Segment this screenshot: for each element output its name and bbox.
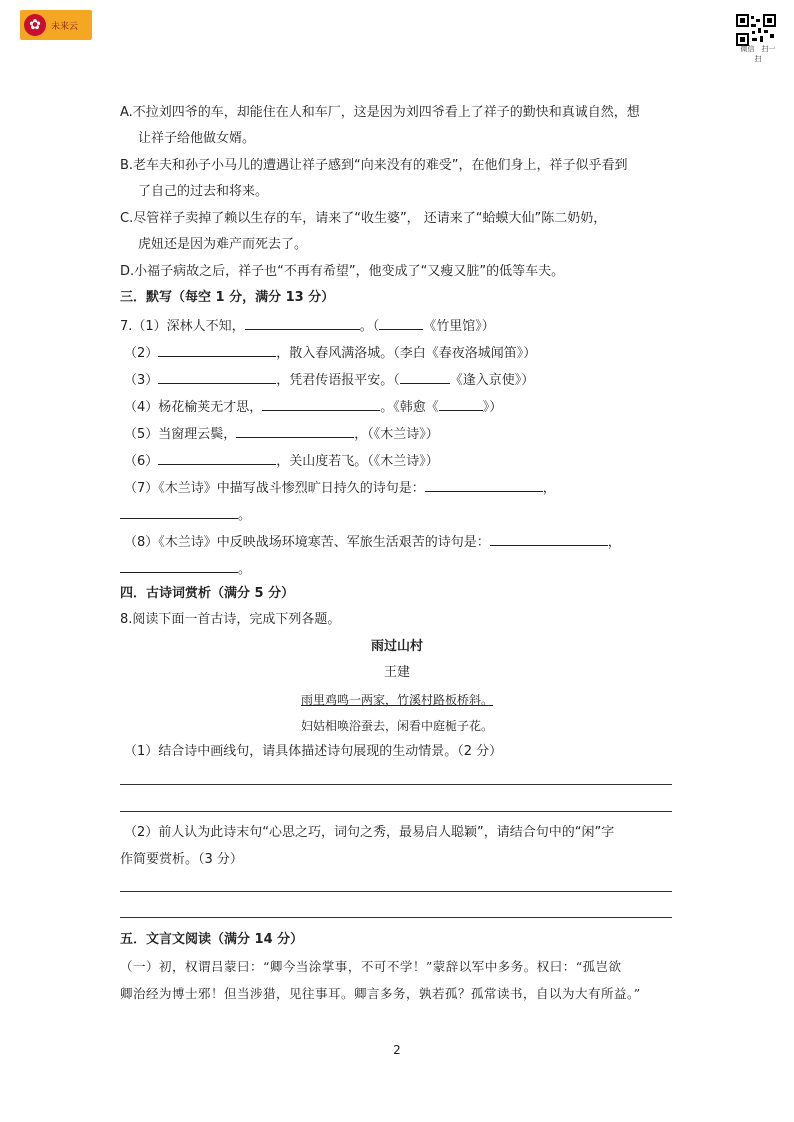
q7-2	[124, 343, 536, 363]
q7-2-text-a: （2）	[124, 346, 159, 361]
poem-line-1-text: 雨里鸡鸣一两家，竹溪村路板桥斜。	[300, 693, 493, 707]
q7-6-text-a: （6）	[124, 454, 159, 469]
q7-3-blank-2[interactable]	[400, 370, 450, 384]
poem-title: 雨过山村	[370, 639, 423, 654]
q7-7-blank-1[interactable]	[425, 478, 543, 492]
q7-4-blank-1[interactable]	[262, 397, 380, 411]
poem-author: 王建	[383, 665, 410, 680]
q8-intro: 8.阅读下面一首古诗，完成下列各题。	[120, 612, 341, 627]
option-b-line1: B.老车夫和孙子小马儿的遭遇让祥子感到“向来没有的难受”，在他们身上，祥子似乎看到	[120, 158, 628, 173]
q7-7-blank-2[interactable]	[120, 505, 238, 519]
q7-8	[124, 532, 621, 552]
answer-line[interactable]	[120, 811, 672, 812]
q7-7	[124, 478, 556, 498]
qr-caption: 微信 扫一扫	[740, 45, 776, 63]
logo	[20, 10, 92, 40]
q7-5-blank[interactable]	[236, 424, 354, 438]
section3-title: 三．默写（每空 1 分，满分 13 分）	[120, 290, 335, 305]
option-b-line2: 了自己的过去和将来。	[138, 184, 269, 199]
q7-5	[124, 424, 439, 444]
q8-1: （1）结合诗中画线句，请具体描述诗句展现的生动情景。（2 分）	[124, 744, 503, 759]
q7-3-text-b: ，凭君传语报平安。（	[276, 373, 400, 388]
q7-4-blank-2[interactable]	[439, 397, 483, 411]
q7-4-text-a: （4）杨花榆荚无才思，	[124, 400, 263, 415]
answer-line[interactable]	[120, 784, 672, 785]
q7-3	[124, 370, 534, 390]
q7-8-blank-2[interactable]	[120, 559, 238, 573]
option-a-line1: A.不拉刘四爷的车，却能住在人和车厂，这是因为刘四爷看上了祥子的勤快和真诚自然，想	[120, 105, 640, 120]
q7-8-blank-1[interactable]	[490, 532, 608, 546]
q7-1-text-a: 7.（1）深林人不知，	[120, 319, 245, 334]
q7-1-blank-2[interactable]	[379, 316, 423, 330]
q7-1-blank-1[interactable]	[245, 316, 360, 330]
q7-6-text-b: ，关山度若飞。（《木兰诗》）	[276, 454, 439, 469]
q7-1	[120, 316, 495, 336]
poem-line-2: 妇姑相唤浴蚕去，闲看中庭栀子花。	[300, 719, 493, 733]
q7-8-text-a: （8）《木兰诗》中反映战场环境寒苦、军旅生活艰苦的诗句是：	[124, 535, 490, 550]
option-c-line2: 虎妞还是因为难产而死去了。	[138, 237, 308, 252]
q7-5-text-a: （5）当窗理云鬓，	[124, 427, 237, 442]
option-d: D.小福子病故之后，祥子也“不再有希望”，他变成了“又瘦又脏”的低等车夫。	[120, 264, 565, 279]
section5-title: 五．文言文阅读（满分 14 分）	[120, 932, 304, 947]
page-number: 2	[393, 1043, 401, 1057]
q7-2-blank[interactable]	[158, 343, 276, 357]
answer-line[interactable]	[120, 917, 672, 918]
q7-6-blank[interactable]	[158, 451, 276, 465]
q7-6	[124, 451, 439, 471]
q7-8-cont	[120, 559, 251, 579]
q7-4-text-c: 》）	[482, 400, 503, 415]
logo-mark-icon: ✿	[24, 14, 46, 36]
q7-7-text-b: ，	[542, 481, 556, 496]
q7-3-text-a: （3）	[124, 373, 159, 388]
q7-1-text-c: 《竹里馆》）	[423, 319, 495, 334]
option-c-line1: C.尽管祥子卖掉了赖以生存的车，请来了“收生婆”， 还请来了“蛤蟆大仙”陈二奶奶，	[120, 211, 607, 226]
poem-line-1	[0, 691, 794, 709]
q7-7-cont	[120, 505, 251, 525]
q7-2-text-b: ，散入春风满洛城。（李白《春夜洛城闻笛》）	[276, 346, 537, 361]
passage-line-1: （一）初，权谓吕蒙曰：“卿今当涂掌事，不可不学！”蒙辞以军中多务。权曰：“孤岂欲	[120, 959, 622, 974]
q7-3-blank-1[interactable]	[158, 370, 276, 384]
q7-8-text-b: ，	[607, 535, 621, 550]
q7-4	[124, 397, 502, 417]
passage-line-2: 卿治经为博士邪！但当涉猎，见往事耳。卿言多务，孰若孤？孤常读书，自以为大有所益。”	[120, 986, 641, 1001]
q7-8-text-c: 。	[238, 562, 252, 577]
q8-2-line2: 作简要赏析。（3 分）	[120, 852, 243, 867]
q7-3-text-c: 《逢入京使》）	[449, 373, 535, 388]
q7-7-text-c: 。	[238, 508, 252, 523]
section4-title: 四．古诗词赏析（满分 5 分）	[120, 586, 295, 601]
q7-5-text-b: ，（《木兰诗》）	[354, 427, 439, 442]
answer-line[interactable]	[120, 891, 672, 892]
q7-4-text-b: 。《韩愈《	[380, 400, 439, 415]
q7-1-text-b: 。（	[359, 319, 380, 334]
q8-2-line1: （2）前人认为此诗末句“心思之巧，词句之秀，最易启人聪颖”，请结合句中的“闲”字	[124, 825, 615, 840]
q7-7-text-a: （7）《木兰诗》中描写战斗惨烈旷日持久的诗句是：	[124, 481, 425, 496]
logo-text: 未来云	[51, 21, 79, 32]
option-a-line2: 让祥子给他做女婿。	[138, 131, 256, 146]
